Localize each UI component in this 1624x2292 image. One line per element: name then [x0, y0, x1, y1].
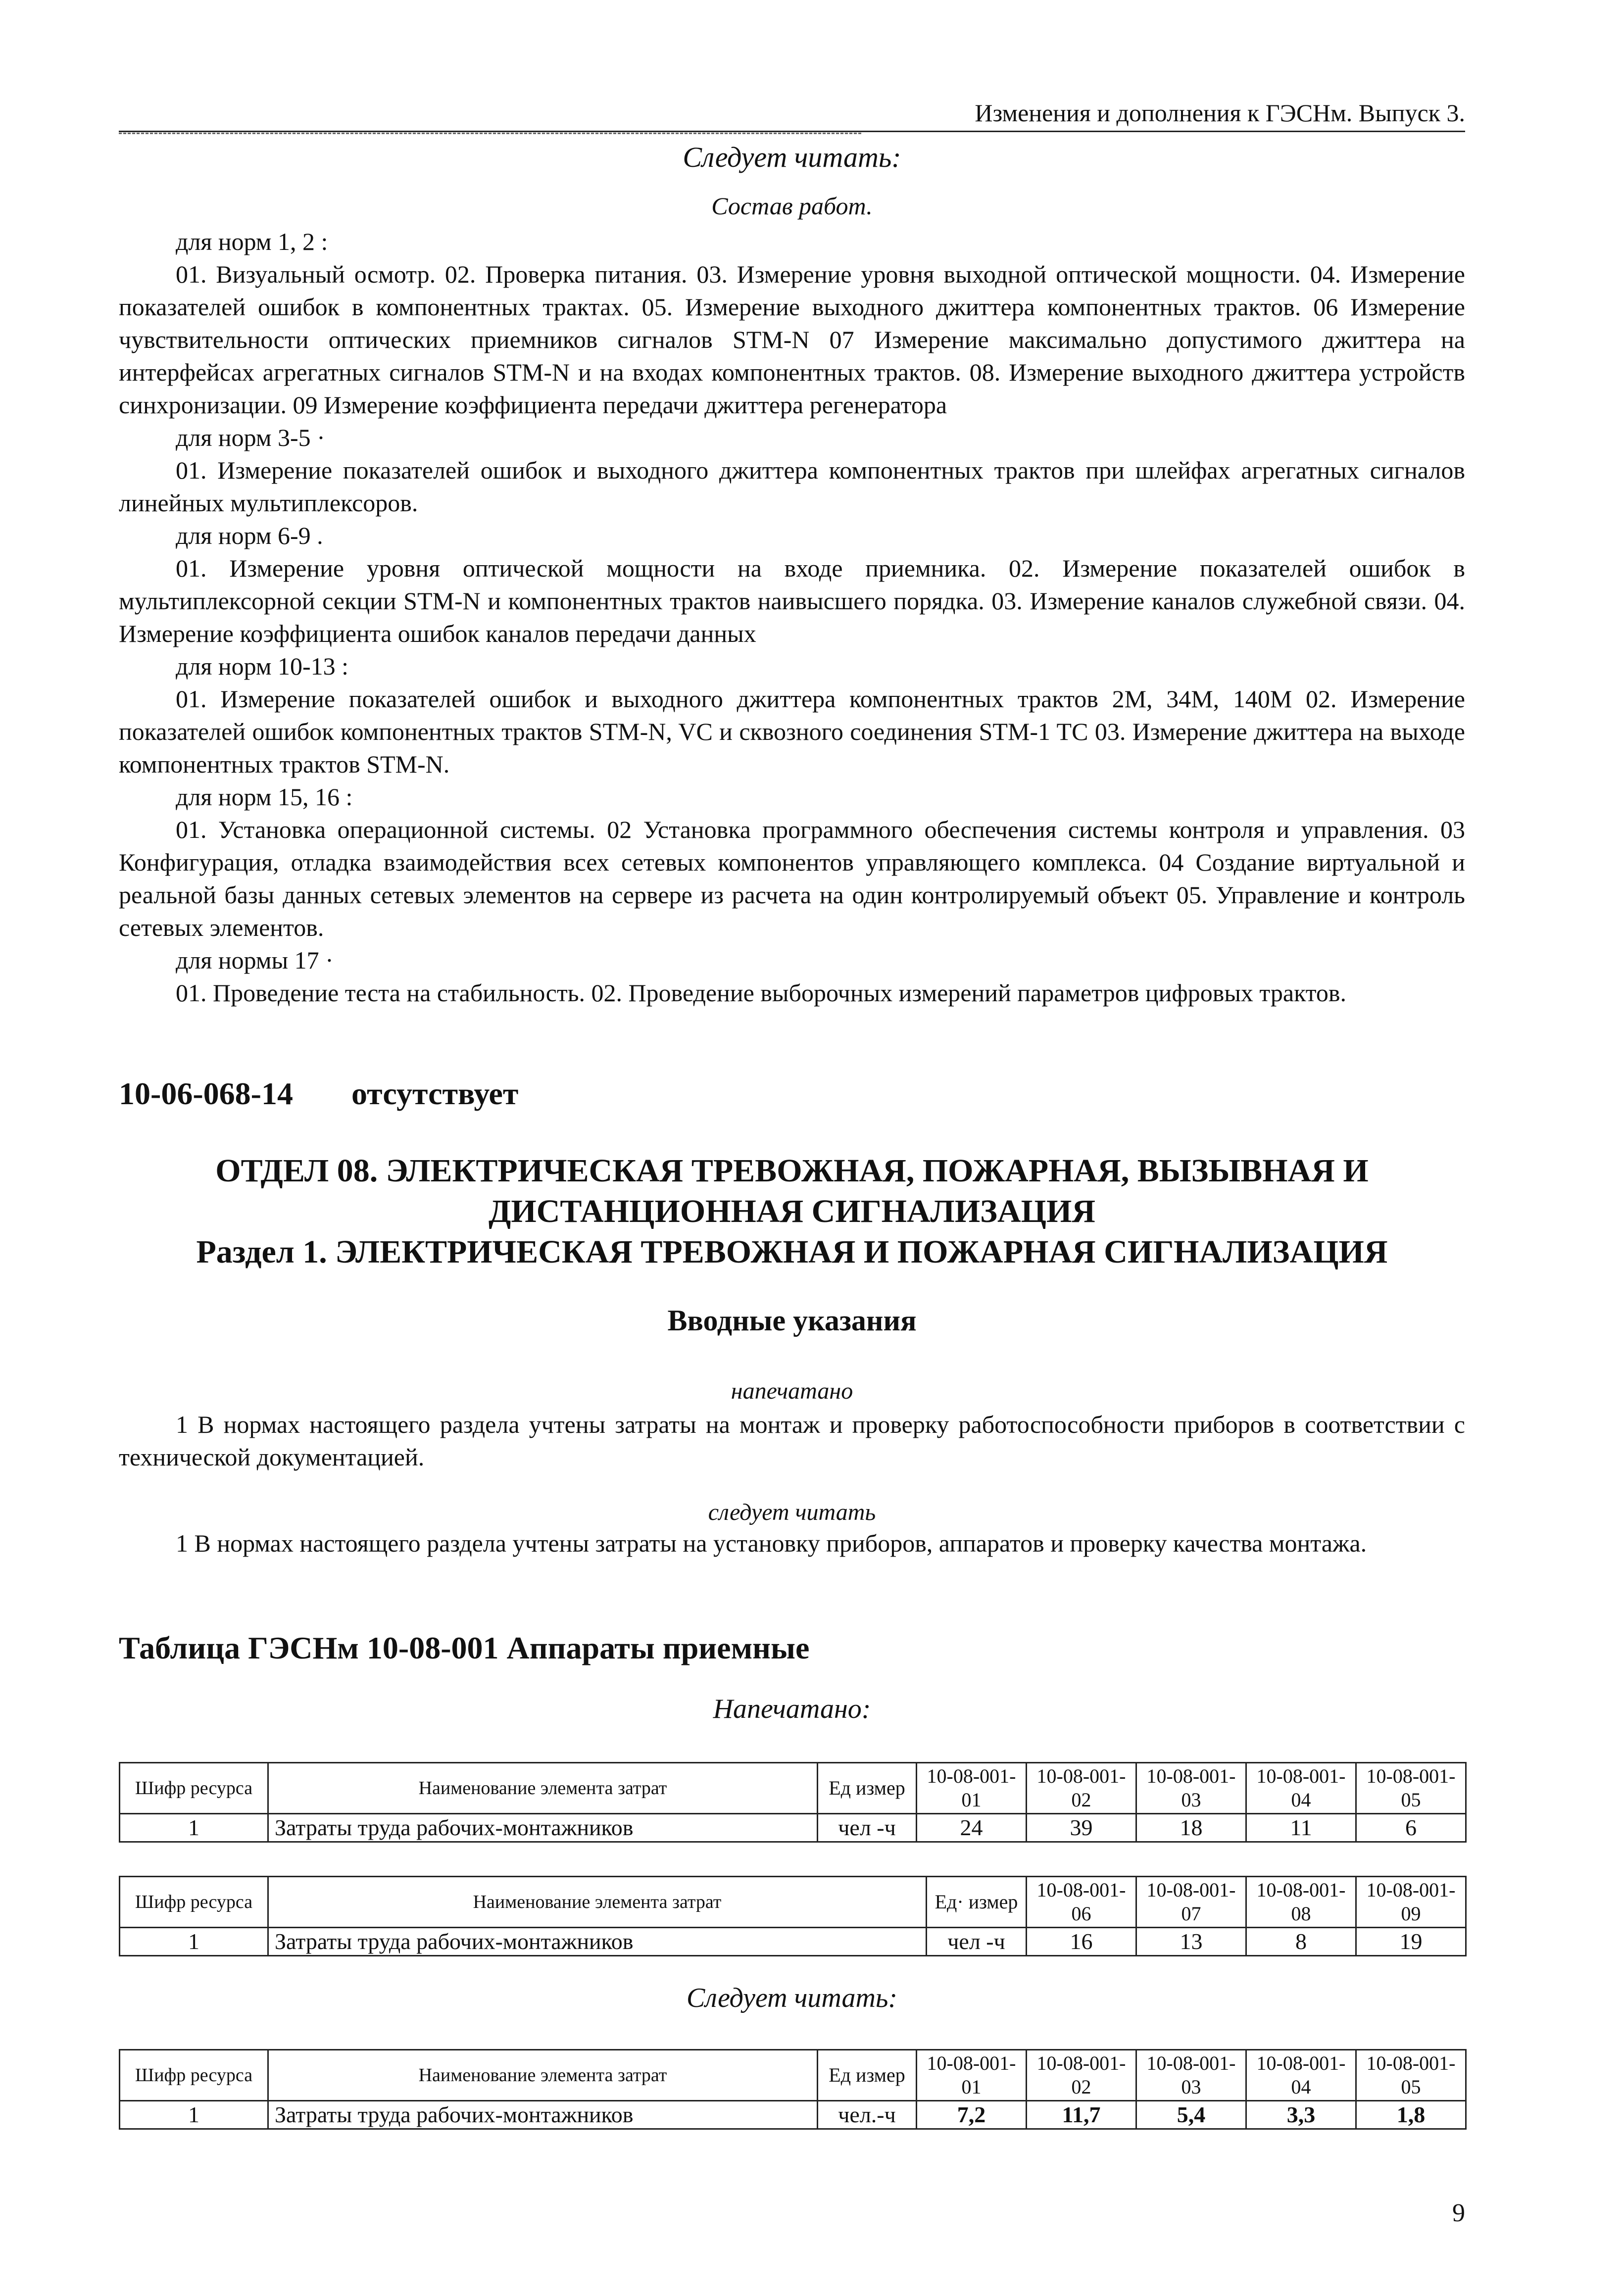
- norm-group-text: 01. Измерение показателей ошибок и выходного джиттера компонентных трактов при шлейфах агрегатных сигналов линейных мультиплексоров.: [119, 456, 1465, 517]
- column-header: Наименование элемента затрат: [268, 2050, 818, 2101]
- norm-group-text: 01. Установка операционной системы. 02 Установка программного обеспечения системы контроля и управления. 03 Конфигурация, отладка взаимодействия всех сетевых компонентов управляющего комплекса. 04 Создание виртуальной и реальной базы данных сетевых элементов на сервере из расчета на один контролируемый объект 05. Управление и контроль сетевых элементов.: [119, 816, 1465, 941]
- column-header: Ед· измер: [927, 1877, 1027, 1928]
- norm-table-printed-2: [119, 1876, 1467, 1956]
- table-cell: чел -ч: [818, 1814, 917, 1842]
- table-cell: 19: [1356, 1928, 1466, 1956]
- should-read-label: следует читать: [708, 1499, 876, 1525]
- table-header-row: [120, 1877, 1466, 1928]
- absent-norm-line: [119, 1074, 1465, 1114]
- column-header: Наименование элемента затрат: [268, 1763, 818, 1814]
- table-cell: чел -ч: [927, 1928, 1027, 1956]
- table-cell: 1,8: [1356, 2101, 1466, 2129]
- norm-group-label: для норм 15, 16 :: [176, 783, 353, 811]
- column-header: Наименование элемента затрат: [268, 1877, 927, 1928]
- absent-norm-code: 10-06-068-14: [119, 1076, 293, 1111]
- table-cell: чел.-ч: [818, 2101, 917, 2129]
- department-title-line: ДИСТАНЦИОННАЯ СИГНАЛИЗАЦИЯ: [489, 1193, 1095, 1229]
- column-header: Шифр ресурса: [120, 2050, 268, 2101]
- work-composition: [119, 225, 1465, 1009]
- table-cell: 7,2: [917, 2101, 1027, 2129]
- norm-group-label: для норм 1, 2 :: [176, 228, 328, 255]
- should-read-text: 1 В нормах настоящего раздела учтены затраты на установку приборов, аппаратов и проверку качества монтажа.: [176, 1529, 1367, 1557]
- column-header: Ед измер: [818, 1763, 917, 1814]
- table-cell: Затраты труда рабочих-монтажников: [268, 2101, 818, 2129]
- table-cell: 18: [1136, 1814, 1246, 1842]
- table-cell: 8: [1246, 1928, 1356, 1956]
- printed-text: 1 В нормах настоящего раздела учтены затраты на монтаж и проверку работоспособности приборов в соответствии с технической документацией.: [119, 1411, 1465, 1471]
- column-header: Ед измер: [818, 2050, 917, 2101]
- table-row: [120, 1814, 1466, 1842]
- norm-table-printed-1: [119, 1762, 1467, 1843]
- department-title-line: ОТДЕЛ 08. ЭЛЕКТРИЧЕСКАЯ ТРЕВОЖНАЯ, ПОЖАРНАЯ, ВЫЗЫВНАЯ И: [215, 1153, 1369, 1189]
- column-header: 10-08-001-01: [917, 1763, 1027, 1814]
- column-header: Шифр ресурса: [120, 1763, 268, 1814]
- section-heading: Следует читать:: [683, 141, 901, 173]
- absent-norm-text: отсутствует: [351, 1076, 519, 1111]
- table-cell: 1: [120, 1928, 268, 1956]
- norm-table-corrected: [119, 2049, 1467, 2130]
- norm-group-label: для нормы 17 ·: [176, 946, 334, 974]
- table-cell: 24: [917, 1814, 1027, 1842]
- section-subheading: Состав работ.: [711, 192, 873, 220]
- column-header: 10-08-001-02: [1027, 2050, 1136, 2101]
- table-cell: 1: [120, 2101, 268, 2129]
- table-header-row: [120, 1763, 1466, 1814]
- table-cell: 11: [1246, 1814, 1356, 1842]
- column-header: 10-08-001-09: [1356, 1877, 1466, 1928]
- column-header: 10-08-001-04: [1246, 2050, 1356, 2101]
- table-cell: 1: [120, 1814, 268, 1842]
- table-cell: 16: [1027, 1928, 1136, 1956]
- running-header: Изменения и дополнения к ГЭСНм. Выпуск 3.: [119, 97, 1465, 132]
- column-header: 10-08-001-01: [917, 2050, 1027, 2101]
- norm-group-text: 01. Проведение теста на стабильность. 02. Проведение выборочных измерений параметров цифровых трактов.: [176, 979, 1347, 1007]
- department-title: [119, 1151, 1465, 1272]
- table-header-row: [120, 2050, 1466, 2101]
- column-header: 10-08-001-03: [1136, 1763, 1246, 1814]
- column-header: Шифр ресурса: [120, 1877, 268, 1928]
- should-read-text-block: [119, 1527, 1465, 1560]
- table-row: [120, 2101, 1466, 2129]
- intro-title: Вводные указания: [667, 1304, 917, 1337]
- column-header: 10-08-001-02: [1027, 1763, 1136, 1814]
- header-rule: [119, 133, 861, 134]
- table-cell: 39: [1027, 1814, 1136, 1842]
- norm-group-text: 01. Измерение уровня оптической мощности на входе приемника. 02. Измерение показателей ошибок в мультиплексорной секции STM-N и компонентных трактов наивысшего порядка. 03. Измерение каналов служебной связи. 04. Измерение коэффициента ошибок каналов передачи данных: [119, 554, 1465, 647]
- table-cell: 6: [1356, 1814, 1466, 1842]
- table-cell: 5,4: [1136, 2101, 1246, 2129]
- norm-group-label: для норм 3-5 ·: [176, 424, 325, 451]
- table-cell: 13: [1136, 1928, 1246, 1956]
- column-header: 10-08-001-06: [1027, 1877, 1136, 1928]
- column-header: 10-08-001-07: [1136, 1877, 1246, 1928]
- column-header: 10-08-001-03: [1136, 2050, 1246, 2101]
- norm-group-text: 01. Измерение показателей ошибок и выходного джиттера компонентных трактов 2M, 34M, 140M 02. Измерение показателей ошибок компонентных трактов STM-N, VC и сквозного соединения STM-1 TC 03. Измерение джиттера на выходе компонентных трактов STM-N.: [119, 685, 1465, 778]
- page-number: 9: [1452, 2199, 1465, 2227]
- norm-group-label: для норм 6-9 .: [176, 522, 323, 549]
- column-header: 10-08-001-04: [1246, 1763, 1356, 1814]
- table-title: Таблица ГЭСНм 10-08-001 Аппараты приемные: [119, 1630, 810, 1665]
- printed-label: напечатано: [731, 1378, 853, 1404]
- table-should-read-label: Следует читать:: [686, 1983, 898, 2013]
- column-header: 10-08-001-08: [1246, 1877, 1356, 1928]
- table-cell: 11,7: [1027, 2101, 1136, 2129]
- table-cell: Затраты труда рабочих-монтажников: [268, 1814, 818, 1842]
- column-header: 10-08-001-05: [1356, 1763, 1466, 1814]
- column-header: 10-08-001-05: [1356, 2050, 1466, 2101]
- table-printed-label: Напечатано:: [713, 1694, 871, 1724]
- table-row: [120, 1928, 1466, 1956]
- section-title-line: Раздел 1. ЭЛЕКТРИЧЕСКАЯ ТРЕВОЖНАЯ И ПОЖАРНАЯ СИГНАЛИЗАЦИЯ: [196, 1234, 1388, 1270]
- norm-group-label: для норм 10-13 :: [176, 652, 349, 680]
- norm-group-text: 01. Визуальный осмотр. 02. Проверка питания. 03. Измерение уровня выходной оптической мощности. 04. Измерение показателей ошибок в компонентных трактах. 05. Измерение выходного джиттера компонентных трактов. 06 Измерение чувствительности оптических приемников сигналов STM-N 07 Измерение максимально допустимого джиттера на интерфейсах агрегатных сигналов STM-N и на входах компонентных трактов. 08. Измерение выходного джиттера устройств синхронизации. 09 Измерение коэффициента передачи джиттера регенератора: [119, 260, 1465, 419]
- printed-text-block: [119, 1408, 1465, 1473]
- table-cell: 3,3: [1246, 2101, 1356, 2129]
- table-cell: Затраты труда рабочих-монтажников: [268, 1928, 927, 1956]
